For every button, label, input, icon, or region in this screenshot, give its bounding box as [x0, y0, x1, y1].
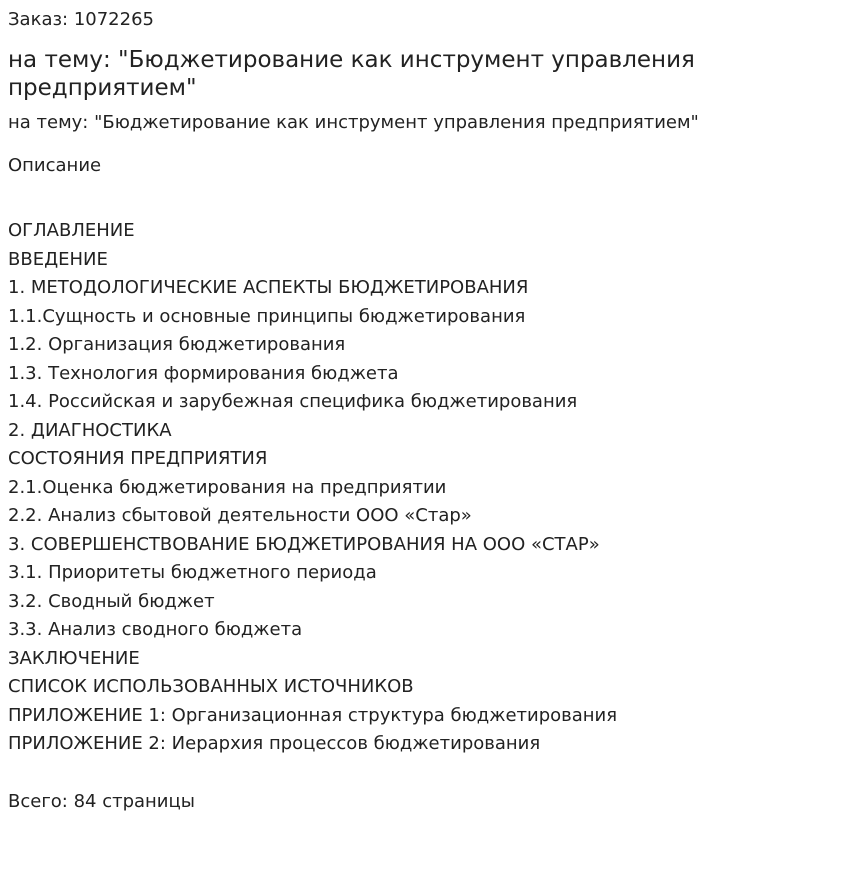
- table-of-contents: [8, 217, 839, 759]
- toc-item: СПИСОК ИСПОЛЬЗОВАННЫХ ИСТОЧНИКОВ: [8, 676, 414, 697]
- toc-item: ОГЛАВЛЕНИЕ: [8, 220, 135, 241]
- toc-item: 2. ДИАГНОСТИКА: [8, 419, 172, 441]
- toc-item: 1.1.Сущность и основные принципы бюджетирования: [8, 305, 526, 327]
- description-heading: Описание: [8, 155, 102, 176]
- toc-item: 1.2. Организация бюджетирования: [8, 334, 346, 355]
- toc-item: 3.1. Приоритеты бюджетного периода: [8, 562, 377, 583]
- toc-item: 2.1.Оценка бюджетирования на предприятии: [8, 476, 447, 498]
- toc-item: 1.4. Российская и зарубежная специфика бюджетирования: [8, 391, 578, 412]
- toc-item: 3. СОВЕРШЕНСТВОВАНИЕ БЮДЖЕТИРОВАНИЯ НА ООО «СТАР»: [8, 533, 600, 555]
- toc-item: 3.3. Анализ сводного бюджета: [8, 619, 303, 640]
- toc-item: СОСТОЯНИЯ ПРЕДПРИЯТИЯ: [8, 448, 268, 469]
- toc-item: ВВЕДЕНИЕ: [8, 248, 108, 270]
- page-subtitle: на тему: "Бюджетирование как инструмент управления предприятием": [8, 112, 699, 133]
- order-number: Заказ: 1072265: [8, 9, 154, 30]
- toc-item: ПРИЛОЖЕНИЕ 1: Организационная структура бюджетирования: [8, 704, 618, 726]
- toc-item: 1. МЕТОДОЛОГИЧЕСКИЕ АСПЕКТЫ БЮДЖЕТИРОВАНИЯ: [8, 277, 529, 298]
- toc-item: 1.3. Технология формирования бюджета: [8, 362, 399, 384]
- page-count: Всего: 84 страницы: [8, 790, 195, 812]
- toc-item: 2.2. Анализ сбытовой деятельности ООО «Стар»: [8, 505, 472, 526]
- toc-item: ЗАКЛЮЧЕНИЕ: [8, 647, 140, 669]
- page-title: на тему: "Бюджетирование как инструмент управления предприятием": [8, 47, 695, 101]
- toc-item: ПРИЛОЖЕНИЕ 2: Иерархия процессов бюджетирования: [8, 733, 541, 754]
- toc-item: 3.2. Сводный бюджет: [8, 590, 215, 612]
